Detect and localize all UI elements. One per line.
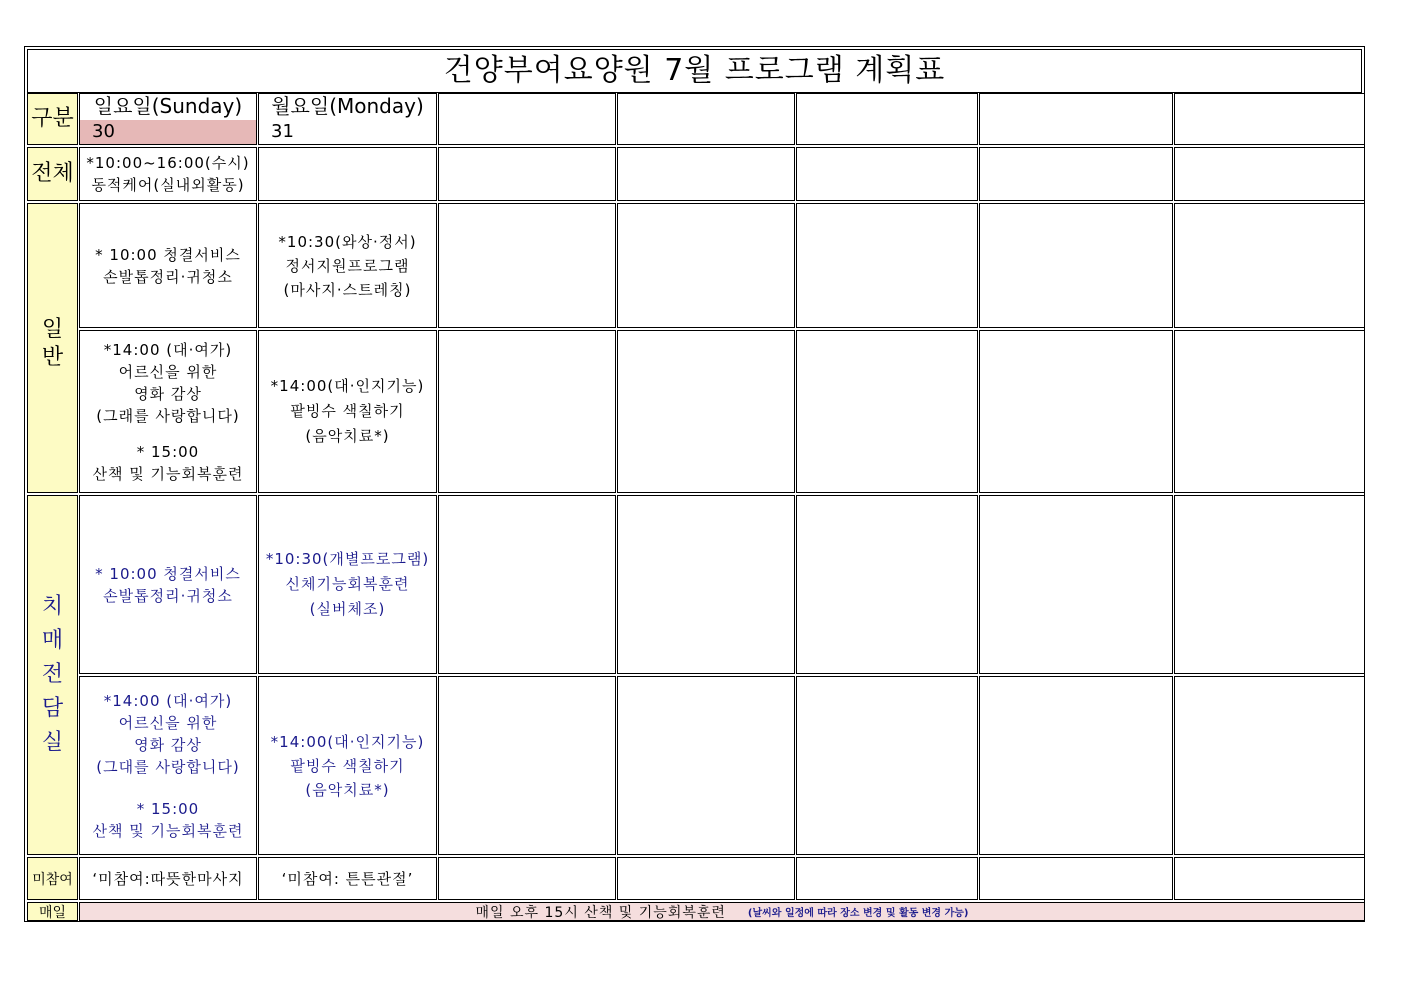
general-morning-monday: *10:30(와상·정서) 정서지원프로그램 (마사지·스트레칭) [258,203,437,328]
empty-cell [438,676,616,855]
empty-cell [617,495,795,674]
empty-cell [438,857,616,900]
empty-cell [979,203,1173,328]
empty-cell [617,203,795,328]
daily-activity-note: (날씨와 일정에 따라 장소 변경 및 활동 변경 가능) [747,908,969,919]
row-label-dementia: 치 매 전 담 실 [27,495,78,855]
empty-cell [1174,857,1365,900]
row-label-absent: 미참여 [27,857,78,900]
dementia-morning-monday: *10:30(개별프로그램) 신체기능회복훈련 (실버체조) [258,495,437,674]
row-label-general: 일 반 [27,203,78,493]
empty-cell [979,676,1173,855]
overall-monday [258,147,437,201]
row-label-overall: 전체 [27,147,78,201]
day-header-monday [258,93,437,145]
empty-cell [438,330,616,493]
program-text: *14:00 (대·여가) 어르신을 위한 영화 감상 (그대를 사랑합니다) [96,691,240,776]
absent-sunday: ‘미참여:따뜻한마사지 [79,857,257,900]
empty-cell [796,203,978,328]
empty-cell [796,495,978,674]
empty-cell [979,857,1173,900]
day-date: 30 [80,120,256,144]
empty-cell [979,495,1173,674]
empty-cell [796,330,978,493]
daily-activity-text: 매일 오후 15시 산책 및 기능회복훈련 [475,904,726,921]
page-title: 건양부여요양원 7월 프로그램 계획표 [27,49,1362,93]
empty-cell [979,330,1173,493]
empty-cell [617,857,795,900]
dementia-afternoon-monday: *14:00(대·인지기능) 팥빙수 색칠하기 (음악치료*) [258,676,437,855]
general-afternoon-sunday [79,330,257,493]
empty-cell [1174,676,1365,855]
general-afternoon-monday: *14:00(대·인지기능) 팥빙수 색칠하기 (음악치료*) [258,330,437,493]
empty-cell [1174,330,1365,493]
empty-cell [796,676,978,855]
empty-cell [438,147,616,201]
empty-cell [438,93,616,145]
empty-cell [1174,495,1365,674]
dementia-morning-sunday: * 10:00 청결서비스 손발톱정리·귀청소 [79,495,257,674]
empty-cell [796,147,978,201]
empty-cell [617,93,795,145]
general-morning-sunday: * 10:00 청결서비스 손발톱정리·귀청소 [79,203,257,328]
day-date: 31 [271,121,294,142]
day-name: 일요일(Sunday) [93,94,243,118]
empty-cell [438,203,616,328]
empty-cell [438,495,616,674]
empty-cell [1174,147,1365,201]
empty-cell [617,330,795,493]
row-label-daily: 매일 [27,902,78,921]
overall-sunday: *10:00~16:00(수시) 동적케어(실내외활동) [79,147,257,201]
day-name: 월요일(Monday) [271,94,424,118]
empty-cell [617,147,795,201]
empty-cell [796,93,978,145]
program-text: * 15:00 산책 및 기능회복훈련 [92,442,244,483]
empty-cell [979,147,1173,201]
row-label-header: 구분 [27,93,78,145]
empty-cell [1174,93,1365,145]
empty-cell [979,93,1173,145]
dementia-afternoon-sunday [79,676,257,855]
daily-activity-banner [79,902,1365,921]
empty-cell [796,857,978,900]
empty-cell [1174,203,1365,328]
program-text: * 15:00 산책 및 기능회복훈련 [92,799,244,840]
day-header-sunday [79,93,257,145]
program-text: *14:00 (대·여가) 어르신을 위한 영화 감상 (그래를 사랑합니다) [96,340,240,425]
empty-cell [617,676,795,855]
absent-monday: ‘미참여: 튼튼관절’ [258,857,437,900]
